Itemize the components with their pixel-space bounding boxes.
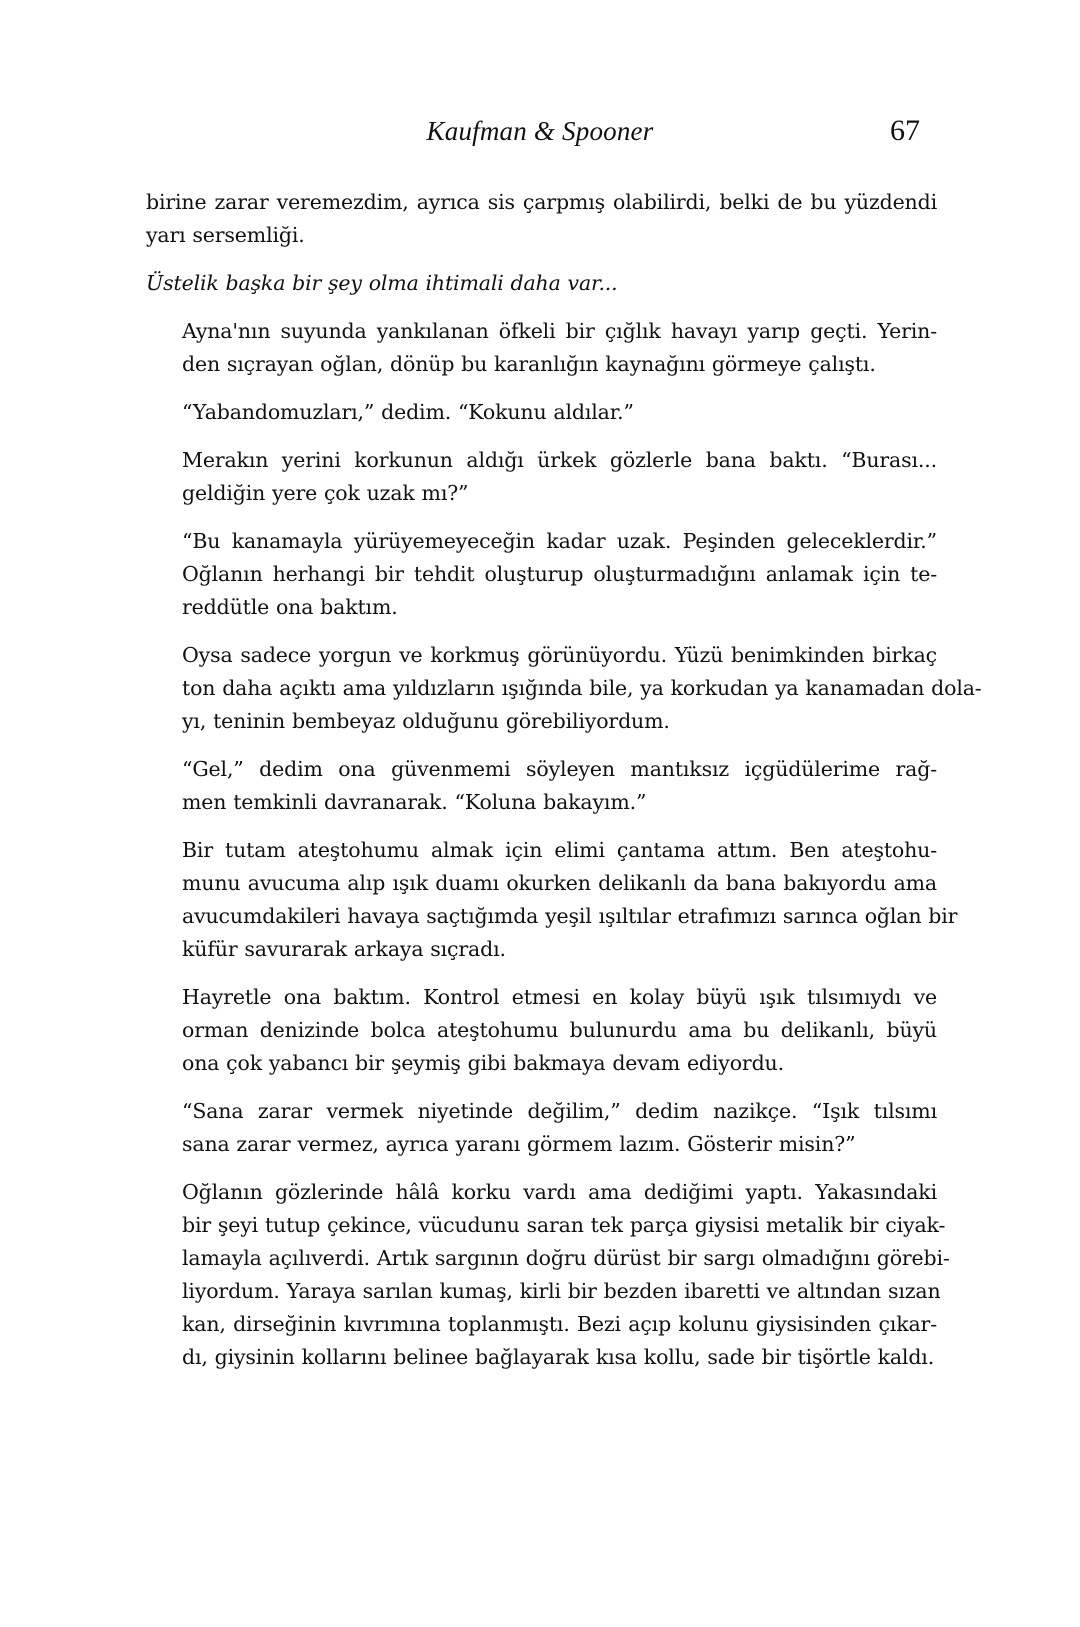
text-line: munu avucuma alıp ışık duamı okurken delikanlı da bana bakıyordu ama (182, 871, 937, 895)
text-line: reddütle ona baktım. (182, 595, 398, 619)
text-line: men temkinli davranarak. “Koluna bakayım.” (182, 790, 647, 814)
paragraph (146, 396, 937, 429)
paragraph (146, 444, 937, 510)
text-line: “Bu kanamayla yürüyemeyeceğin kadar uzak. Peşinden geleceklerdir.” (182, 529, 937, 553)
text-line: “Gel,” dedim ona güvenmemi söyleyen mantıksız içgüdülerime rağ- (182, 757, 937, 781)
text-line: avucumdakileri havaya saçtığımda yeşil ışıltılar etrafımızı sarınca oğlan bir (182, 904, 958, 928)
text-line: yı, teninin bembeyaz olduğunu görebiliyordum. (182, 709, 670, 733)
text-line: küfür savurarak arkaya sıçradı. (182, 937, 506, 961)
body-text (146, 186, 982, 1389)
paragraph (146, 753, 937, 819)
text-line: Oğlanın gözlerinde hâlâ korku vardı ama dediğimi yaptı. Yakasındaki (182, 1180, 937, 1204)
text-line: orman denizinde bolca ateştohumu bulunurdu ama bu delikanlı, büyü (182, 1018, 937, 1042)
text-line: yarı sersemliği. (146, 223, 305, 247)
paragraph (146, 1176, 950, 1374)
text-line: geldiğin yere çok uzak mı?” (182, 481, 469, 505)
text-line: Merakın yerini korkunun aldığı ürkek gözlerle bana baktı. “Burası... (182, 448, 937, 472)
paragraph (146, 1095, 937, 1161)
text-line: kan, dirseğinin kıvrımına toplanmıştı. Bezi açıp kolunu giysisinden çıkar- (182, 1312, 937, 1336)
paragraph (146, 267, 937, 300)
text-line: Bir tutam ateştohumu almak için elimi çantama attım. Ben ateştohu- (182, 838, 937, 862)
text-line: ton daha açıktı ama yıldızların ışığında bile, ya korkudan ya kanamadan dola- (182, 676, 982, 700)
text-line: “Sana zarar vermek niyetinde değilim,” dedim nazikçe. “Işık tılsımı (182, 1099, 937, 1123)
paragraph (146, 981, 937, 1080)
text-line: “Yabandomuzları,” dedim. “Kokunu aldılar.” (182, 400, 634, 424)
text-line: sana zarar vermez, ayrıca yaranı görmem lazım. Gösterir misin?” (182, 1132, 856, 1156)
text-line: dı, giysinin kollarını belinee bağlayarak kısa kollu, sade bir tişörtle kaldı. (182, 1345, 935, 1369)
paragraph (146, 186, 937, 252)
text-line: Oysa sadece yorgun ve korkmuş görünüyordu. Yüzü benimkinden birkaç (182, 643, 937, 667)
paragraph (146, 315, 937, 381)
paragraph (146, 639, 982, 738)
paragraph (146, 525, 937, 624)
text-line: Üstelik başka bir şey olma ihtimali daha var... (146, 271, 618, 295)
text-line: Ayna'nın suyunda yankılanan öfkeli bir çığlık havayı yarıp geçti. Yerin- (182, 319, 937, 343)
text-line: lamayla açılıverdi. Artık sargının doğru dürüst bir sargı olmadığını görebi- (182, 1246, 950, 1270)
text-line: ona çok yabancı bir şeymiş gibi bakmaya devam ediyordu. (182, 1051, 784, 1075)
running-header (0, 110, 1080, 150)
page-number: 67 (890, 114, 920, 147)
text-line: bir şeyi tutup çekince, vücudunu saran tek parça giysisi metalik bir ciyak- (182, 1213, 946, 1237)
running-header-title: Kaufman & Spooner (426, 116, 654, 146)
text-line: birine zarar veremezdim, ayrıca sis çarpmış olabilirdi, belki de bu yüzdendi (146, 190, 937, 214)
text-line: Hayretle ona baktım. Kontrol etmesi en kolay büyü ışık tılsımıydı ve (182, 985, 937, 1009)
paragraph (146, 834, 958, 966)
text-line: Oğlanın herhangi bir tehdit oluşturup oluşturmadığını anlamak için te- (182, 562, 937, 586)
text-line: liyordum. Yaraya sarılan kumaş, kirli bir bezden ibaretti ve altından sızan (182, 1279, 941, 1303)
text-line: den sıçrayan oğlan, dönüp bu karanlığın kaynağını görmeye çalıştı. (182, 352, 876, 376)
